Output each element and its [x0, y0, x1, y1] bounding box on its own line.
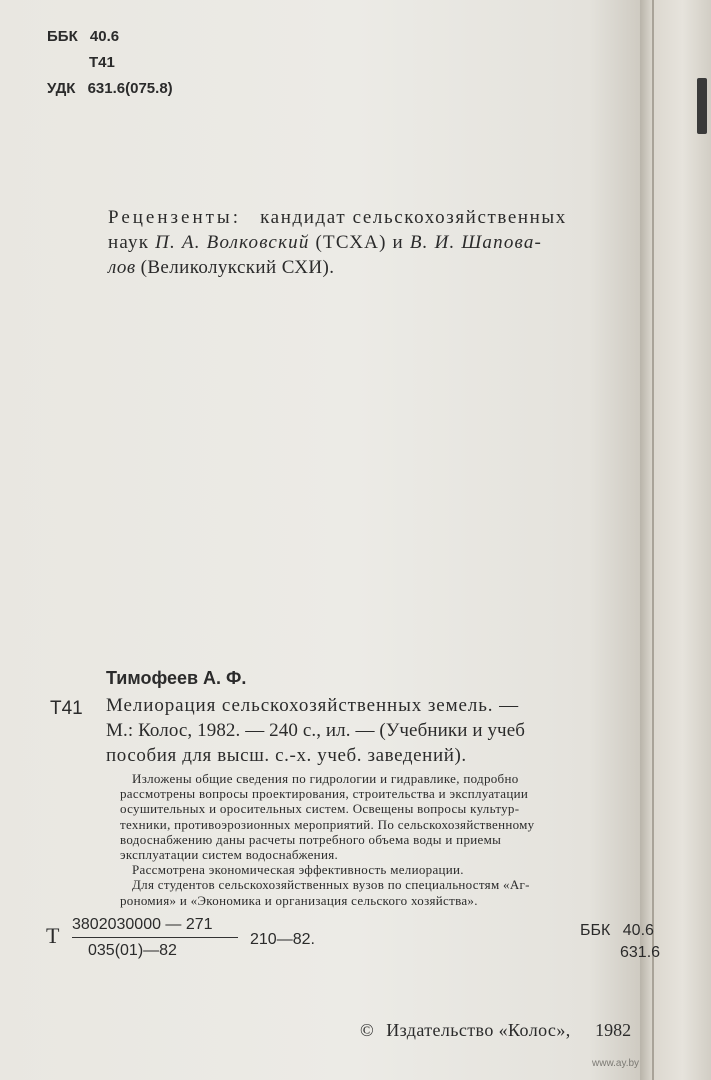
card-bbk-value: 40.6	[622, 922, 654, 939]
reviewers-block	[108, 205, 567, 280]
bibliography	[106, 693, 525, 768]
reviewers-line-3	[108, 255, 567, 280]
abstract-line-5: водоснабжению даны расчеты потребного объема воды и приемы	[120, 831, 502, 847]
udk-line	[47, 80, 173, 97]
abstract-line-4: техники, противоэрозионных мероприятий. По сельскохозяйственному	[120, 816, 535, 832]
reviewer-name-1: П. А. Волковский	[155, 232, 310, 253]
t-letter: Т	[46, 923, 60, 948]
page-tab-mark	[697, 78, 707, 134]
reviewers-line-2	[108, 230, 567, 255]
card-bbk-line	[580, 920, 660, 942]
publisher-name: Издательство «Колос»,	[386, 1020, 571, 1040]
copyright-line	[360, 1020, 631, 1041]
reviewers-label: Рецензенты:	[108, 207, 241, 228]
reviewer-name-2: В. И. Шапова-	[409, 232, 543, 253]
abstract-line-8: Для студентов сельскохозяйственных вузов по специальностям «Аг-	[132, 877, 530, 893]
copyright-icon: ©	[360, 1020, 374, 1040]
bbk-label: ББК	[47, 28, 78, 45]
abstract-line-2: рассмотрены вопросы проектирования, строительства и эксплуатации	[120, 786, 529, 802]
reviewers-line3-italic: лов	[108, 257, 136, 278]
bibliography-line-2: М.: Колос, 1982. — 240 с., ил. — (Учебники и учеб	[106, 720, 526, 741]
bibliography-line-1: Мелиорация сельскохозяйственных земель. —	[106, 695, 519, 716]
bbk-value: 40.6	[89, 28, 120, 45]
reviewers-line2-pre: наук	[108, 232, 156, 253]
bbk-line	[47, 28, 119, 45]
watermark: www.ay.by	[592, 1058, 640, 1069]
fraction-line	[72, 937, 238, 938]
card-udk-value: 631.6	[620, 944, 661, 961]
book-author: Тимофеев А. Ф.	[106, 668, 247, 688]
abstract-line-7: Рассмотрена экономическая эффективность мелиорации.	[132, 862, 464, 878]
fraction-top: 3802030000 — 271	[72, 916, 213, 933]
abstract-line-9: рономия» и «Экономика и организация сельского хозяйства».	[120, 892, 478, 908]
reviewers-line3-rest: (Великолукский СХИ).	[135, 257, 335, 278]
abstract-line-1: Изложены общие сведения по гидрологии и гидравлике, подробно	[132, 771, 519, 786]
card-bbk-label: ББК	[580, 922, 611, 939]
fraction-bottom: 035(01)—82	[88, 942, 177, 959]
udk-value: 631.6(075.8)	[87, 80, 173, 97]
reviewers-line-1	[108, 205, 567, 230]
fraction-right: 210—82.	[250, 931, 315, 948]
abstract-line-3: осушительных и оросительных систем. Освещены вопросы культур-	[120, 801, 520, 817]
page-edge	[640, 0, 711, 1080]
bibliography-line-3: пособия для высш. с.-х. учеб. заведений).	[106, 745, 467, 766]
page-fold-line	[652, 0, 654, 1080]
abstract-line-6: эксплуатации систем водоснабжения.	[120, 847, 339, 863]
card-bbk	[580, 920, 660, 964]
book-abstract	[120, 771, 534, 908]
reviewers-line2-mid: (ТСХА) и	[309, 232, 410, 253]
reviewers-line1-rest: кандидат сельскохозяйственных	[260, 207, 567, 228]
copyright-year: 1982	[595, 1020, 632, 1040]
udk-label: УДК	[47, 80, 76, 97]
catalog-code: Т41	[50, 698, 83, 719]
author-mark: Т41	[89, 54, 115, 71]
